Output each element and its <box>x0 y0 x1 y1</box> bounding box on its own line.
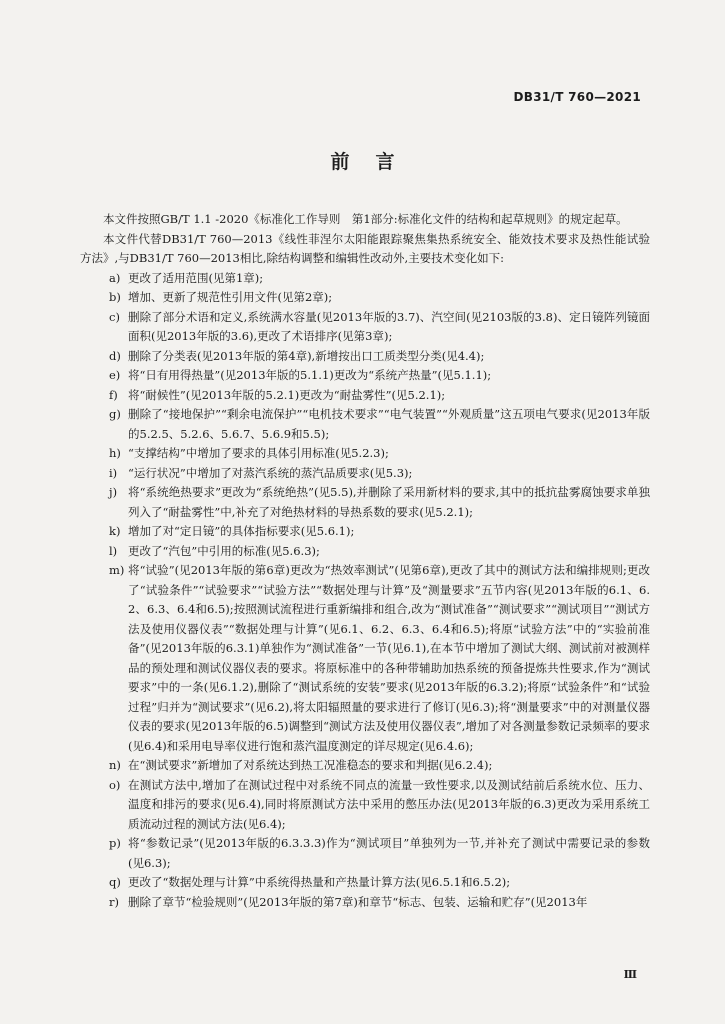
list-item <box>80 347 650 367</box>
list-item <box>80 444 650 464</box>
list-marker: f) <box>109 387 118 402</box>
list-marker: e) <box>109 368 121 382</box>
list-item <box>80 893 650 913</box>
list-item-text: 删除了“接地保护”“剩余电流保护”“电机技术要求”“电气装置”“外观质量”这五项电气要求(见2013年版的5.2.5、5.2.6、5.6.7、5.6.9和5.5); <box>128 407 650 441</box>
list-item-text: 增加、更新了规范性引用文件(见第2章); <box>128 290 333 304</box>
paragraph-replacement-note: 本文件代替DB31/T 760—2013《线性菲涅尔太阳能跟踪聚焦集热系统安全、能效技术要求及热性能试验方法》,与DB31/T 760—2013相比,除结构调整和编辑性改动外,主要技术变化如下: <box>80 231 650 265</box>
list-item <box>80 288 650 308</box>
list-item <box>80 366 650 386</box>
list-marker: d) <box>109 348 121 363</box>
list-marker: o) <box>109 777 121 792</box>
list-item <box>80 756 650 776</box>
list-item <box>80 561 650 756</box>
list-item <box>80 873 650 893</box>
page-number: Ⅲ <box>623 968 637 981</box>
list-item-text: 将“耐候性”(见2013年版的5.2.1)更改为“耐盐雾性”(见5.2.1); <box>128 387 446 402</box>
list-item-text: “运行状况”中增加了对蒸汽系统的蒸汽品质要求(见5.3); <box>128 465 413 480</box>
list-marker: a) <box>109 270 121 285</box>
list-item <box>80 522 650 542</box>
list-marker: b) <box>109 290 121 304</box>
list-item-text: 在“测试要求”新增加了对系统达到热工况准稳态的要求和判据(见6.2.4); <box>128 758 493 772</box>
list-item-text: 更改了“数据处理与计算”中系统得热量和产热量计算方法(见6.5.1和6.5.2); <box>128 875 511 889</box>
list-marker: c) <box>109 309 120 324</box>
list-item-text: 删除了分类表(见2013年版的第4章),新增按出口工质类型分类(见4.4); <box>128 348 485 363</box>
list-item-text: 在测试方法中,增加了在测试过程中对系统不同点的流量一致性要求,以及测试结前后系统水位、压力、温度和排污的要求(见6.4),同时将原测试方法中采用的憋压办法(见2013年版的6.3)更改为采用系统工质流动过程的测试方法(见6.4); <box>128 777 650 831</box>
list-item <box>80 483 650 522</box>
list-item <box>80 464 650 484</box>
list-item <box>80 776 650 835</box>
section-title: 前言 <box>330 151 421 173</box>
list-marker: l) <box>109 543 118 558</box>
list-marker: i) <box>109 465 118 480</box>
list-item-text: 删除了部分术语和定义,系统满水容量(见2013年版的3.7)、汽空间(见2103版的3.8)、定日镜阵列镜面面积(见2013年版的3.6),更改了术语排序(见第3章); <box>128 309 650 343</box>
list-item-text: 将“系统绝热要求”更改为“系统绝热”(见5.5),并删除了采用新材料的要求,其中的抵抗盐雾腐蚀要求单独列入了“耐盐雾性”中,补充了对绝热材料的导热系数的要求(见5.2.1); <box>128 485 650 519</box>
list-item-text: 将“试验”(见2013年版的第6章)更改为“热效率测试”(见第6章),更改了其中的测试方法和编排规则;更改了“试验条件”“试验要求”“试验方法”“数据处理与计算”及“测量要求”五节内容(见2013年版的6.1、6.2、6.3、6.4和6.5);按照测试流程进行重新编排和组合,改为“测试准备”“测试要求”“测试项目”“测试方法及使用仪器仪表”“数据处理与计算”(见6.1、6.2、6.3、6.4和6.5);将原“试验方法”中的“实验前准备”(见2013年版的6.3.1)单独作为“测试准备”一节(见6.1),在本节中增加了测试大纲、测试前对被测样品的预处理和测试仪器仪表的要求。将原标准中的各种带辅助加热系统的预备提炼共性要求,作为“测试要求”中的一条(见6.1.2),删除了“测试系统的安装”要求(见2013年版的6.3.2);将原“试验条件”和“试验过程”归并为“测试要求”(见6.2),将太阳辐照量的要求进行了修订(见6.3);将“测量要求”中的对测量仪器仪表的要求(见2013年版的6.5)调整到“测试方法及使用仪器仪表”,增加了对各测量参数记录频率的要求(见6.4)和采用电导率仪进行饱和蒸汽温度测定的详尽规定(见6.4.6); <box>128 563 650 753</box>
document-body <box>80 210 650 912</box>
list-item <box>80 269 650 289</box>
list-item-text: 增加了对“定日镜”的具体指标要求(见5.6.1); <box>128 524 355 538</box>
list-item <box>80 542 650 562</box>
list-marker: p) <box>109 836 121 850</box>
list-item-text: 将“参数记录”(见2013年版的6.3.3.3)作为“测试项目”单独列为一节,并补充了测试中需要记录的参数(见6.3); <box>128 836 650 870</box>
list-marker: h) <box>109 446 121 460</box>
list-marker: g) <box>109 407 121 421</box>
list-marker: j) <box>109 485 118 499</box>
list-marker: m) <box>109 563 125 577</box>
document-code: DB31/T 760—2021 <box>513 90 641 104</box>
list-item-text: 删除了章节“检验规则”(见2013年版的第7章)和章节“标志、包装、运输和贮存”(见2013年 <box>128 894 588 909</box>
list-marker: q) <box>109 875 121 889</box>
paragraph-drafting-basis: 本文件按照GB/T 1.1 -2020《标准化工作导则 第1部分:标准化文件的结构和起草规则》的规定起草。 <box>103 212 628 226</box>
list-item <box>80 386 650 406</box>
list-marker: n) <box>109 758 121 772</box>
list-item <box>80 834 650 873</box>
list-item-text: 将“日有用得热量”(见2013年版的5.1.1)更改为“系统产热量”(见5.1.1); <box>128 368 492 382</box>
list-item <box>80 308 650 347</box>
list-item-text: 更改了“汽包”中引用的标准(见5.6.3); <box>128 543 320 558</box>
list-item-text: “支撑结构”中增加了要求的具体引用标准(见5.2.3); <box>128 446 389 460</box>
list-item-text: 更改了适用范围(见第1章); <box>128 270 264 285</box>
list-item <box>80 405 650 444</box>
list-marker: r) <box>109 894 119 909</box>
list-marker: k) <box>109 524 121 538</box>
technical-changes-list <box>80 269 650 913</box>
